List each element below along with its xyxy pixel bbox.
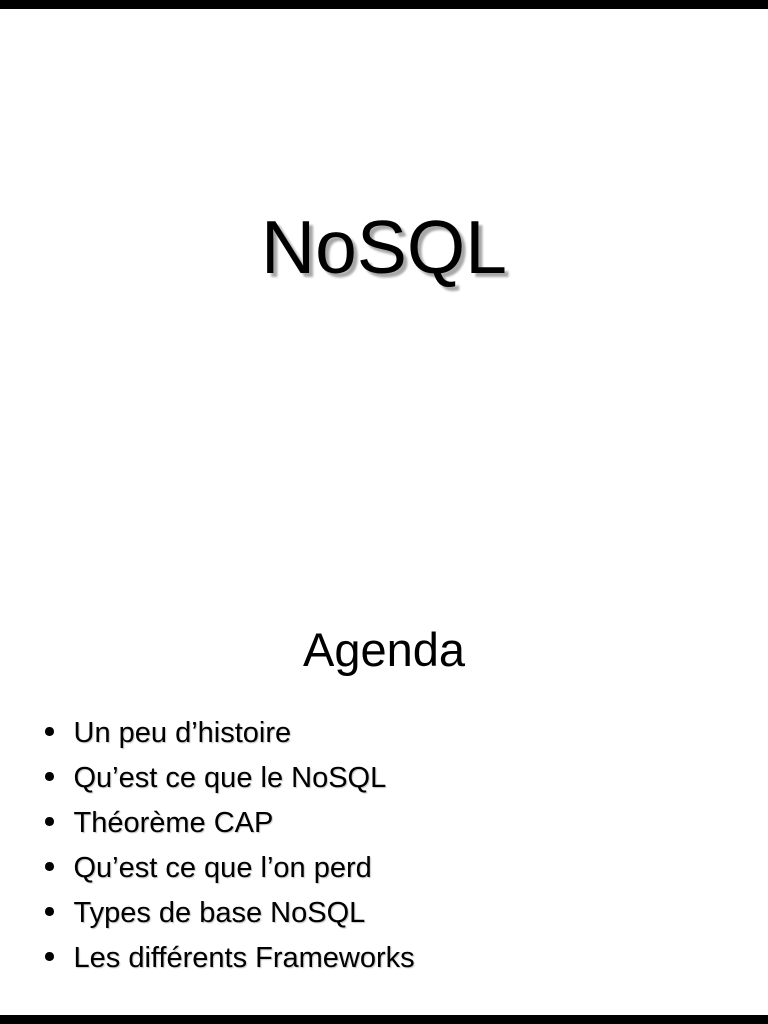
bullet-text: Un peu d’histoire	[73, 717, 292, 749]
list-item	[0, 756, 768, 801]
slide2-title: Agenda	[302, 623, 466, 676]
bullet-dot-icon	[45, 727, 54, 736]
list-item	[0, 846, 768, 891]
agenda-list	[0, 711, 768, 981]
bullet-text: Types de base NoSQL	[73, 897, 366, 929]
list-item	[0, 891, 768, 936]
adjacent-page-edge-top	[0, 0, 768, 9]
bullet-text: Qu’est ce que l’on perd	[73, 852, 372, 884]
bullet-text: Théorème CAP	[73, 807, 274, 839]
slide1-title: NoSQL	[261, 205, 507, 289]
bullet-dot-icon	[45, 862, 54, 871]
bullet-dot-icon	[45, 817, 54, 826]
bullet-dot-icon	[45, 952, 54, 961]
bullet-text: Les différents Frameworks	[73, 942, 415, 974]
bullet-text: Qu’est ce que le NoSQL	[73, 762, 387, 794]
bullet-dot-icon	[45, 772, 54, 781]
adjacent-page-edge-bottom	[0, 1015, 768, 1024]
list-item	[0, 801, 768, 846]
list-item	[0, 711, 768, 756]
bullet-dot-icon	[45, 907, 54, 916]
list-item	[0, 936, 768, 981]
